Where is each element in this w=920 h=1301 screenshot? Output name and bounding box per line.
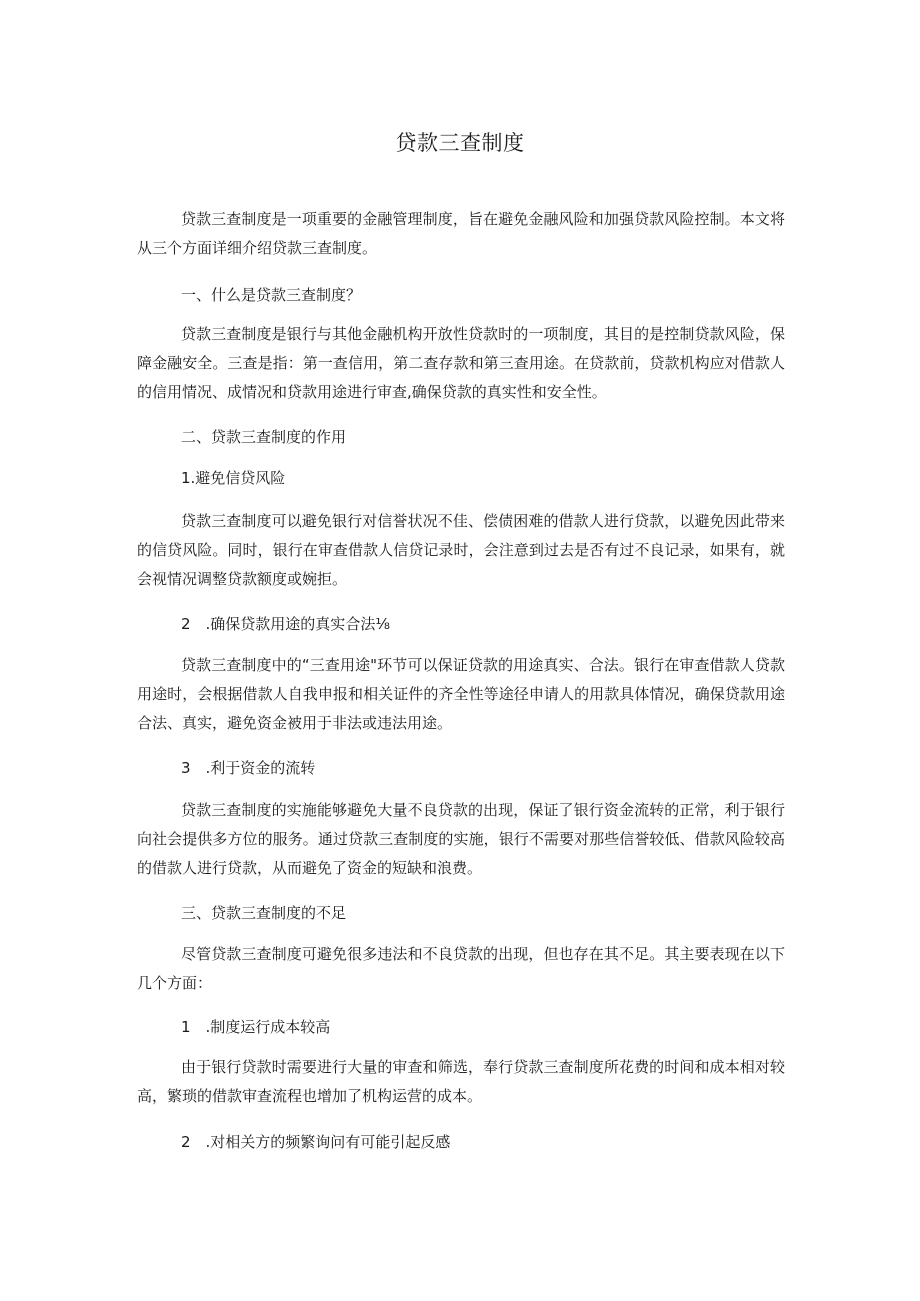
section-2-heading: 二、贷款三查制度的作用 xyxy=(181,428,347,446)
section-3-item-1-paragraph: 由于银行贷款时需要进行大量的审查和筛选，奉行贷款三查制度所花费的时间和成本相对较高，繁琐的借款审查流程也增加了机构运营的成本。 xyxy=(137,1058,785,1105)
section-2-item-2-heading: 2 .确保贷款用途的真实合法⅛ xyxy=(181,615,390,633)
section-3-item-2-heading: 2 .对相关方的频繁询问有可能引起反感 xyxy=(181,1133,451,1151)
section-3-heading: 三、贷款三查制度的不足 xyxy=(181,904,347,922)
section-2-item-2-paragraph: 贷款三查制度中的“三查用途"环节可以保证贷款的用途真实、合法。银行在审查借款人贷款用途时，会根据借款人自我申报和相关证件的齐全性等途径申请人的用款具体情况，确保贷款用途合法、真实，避免资金被用于非法或违法用途。 xyxy=(137,656,785,732)
section-2-item-1-paragraph: 贷款三查制度可以避免银行对信誉状况不佳、偿债困难的借款人进行贷款，以避免因此带来的信贷风险。同时，银行在审查借款人信贷记录时，会注意到过去是否有过不良记录，如果有，就会视情况调整贷款额度或婉拒。 xyxy=(137,512,785,588)
section-2-item-3-paragraph: 贷款三查制度的实施能够避免大量不良贷款的出现，保证了银行资金流转的正常，利于银行向社会提供多方位的服务。通过贷款三查制度的实施，银行不需要对那些信誉较低、借款风险较高的借款人进行贷款，从而避免了资金的短缺和浪费。 xyxy=(137,801,785,877)
page-title: 贷款三查制度 xyxy=(395,131,525,155)
section-1-heading: 一、什么是贷款三查制度？ xyxy=(181,286,362,304)
section-3-item-1-heading: 1 .制度运行成本较高 xyxy=(181,1018,331,1036)
intro-paragraph: 贷款三查制度是一项重要的金融管理制度，旨在避免金融风险和加强贷款风险控制。本文将从三个方面详细介绍贷款三查制度。 xyxy=(137,210,785,257)
section-1-paragraph: 贷款三查制度是银行与其他金融机构开放性贷款时的一项制度，其目的是控制贷款风险，保障金融安全。三查是指：第一查信用，第二查存款和第三查用途。在贷款前，贷款机构应对借款人的信用情况、成情况和贷款用途进行审查,确保贷款的真实性和安全性。 xyxy=(137,325,785,401)
section-2-item-1-heading: 1.避免信贷风险 xyxy=(181,469,286,487)
section-3-paragraph: 尽管贷款三查制度可避免很多违法和不良贷款的出现，但也存在其不足。其主要表现在以下几个方面： xyxy=(137,945,785,992)
section-2-item-3-heading: 3 .利于资金的流转 xyxy=(181,759,316,777)
